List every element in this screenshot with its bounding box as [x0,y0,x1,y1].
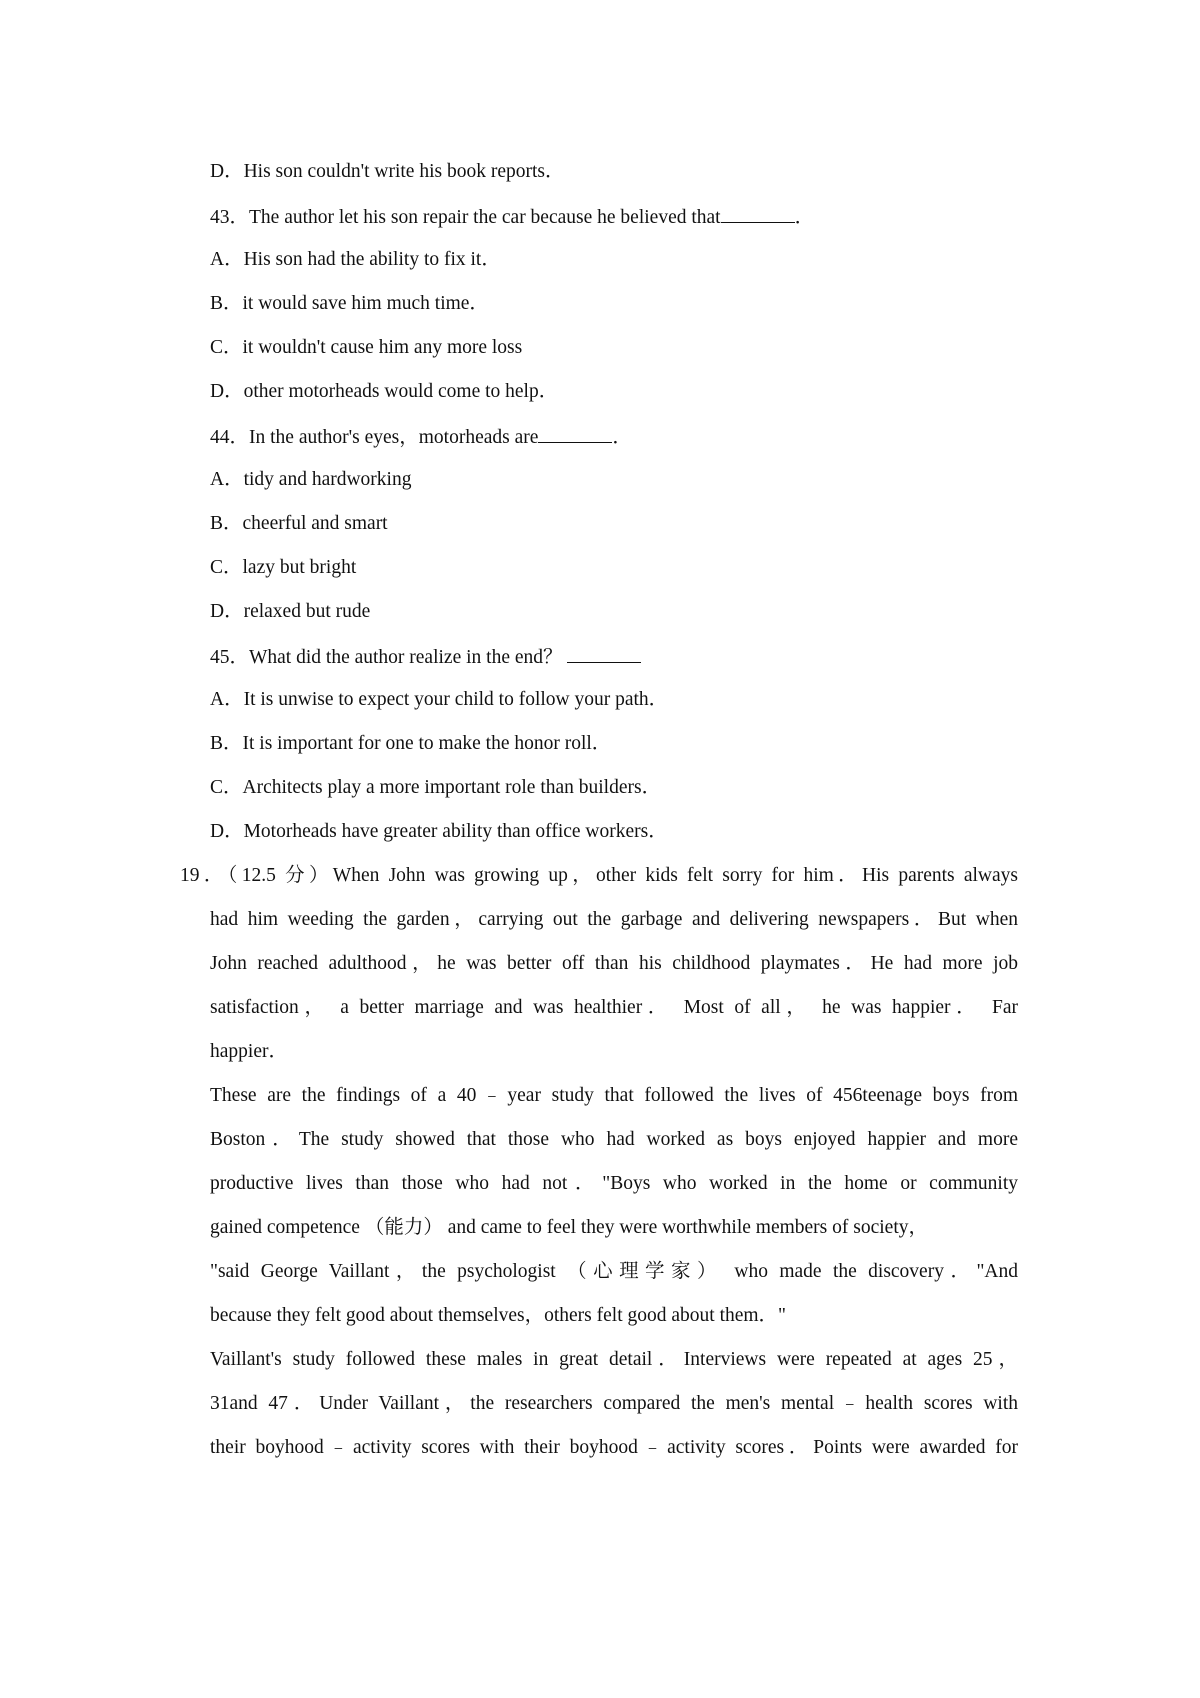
q19-line: Boston．The study showed that those who had worked as boys enjoyed happier and more [210,1129,1018,1150]
q19-line: because they felt good about themselves，others felt good about them．" [210,1305,787,1326]
q45-option-a: A．It is unwise to expect your child to follow your path． [210,689,669,710]
q19-line: "said George Vaillant，the psychologist （心理学家） who made the discovery．"And [210,1261,1018,1282]
q45-option-d: D．Motorheads have greater ability than office workers． [210,821,668,842]
q45-stem [210,644,641,670]
answer-blank [538,424,612,443]
q45-option-c: C．Architects play a more important role than builders． [210,777,662,798]
q44-stem-text: 44．In the author's eyes，motorheads are [210,427,539,448]
q43-option-a: A．His son had the ability to fix it． [210,249,501,270]
q42-option-d: D．His son couldn't write his book reports． [210,161,565,182]
q43-option-c: C．it wouldn't cause him any more loss [210,337,523,358]
q19-line: 31and 47．Under Vaillant，the researchers compared the men's mental﹣health scores with [210,1393,1018,1414]
q19-line: satisfaction， a better marriage and was healthier． Most of all， he was happier． Far [210,997,1018,1018]
q43-stem-text: 43．The author let his son repair the car because he believed that [210,207,721,228]
answer-blank [567,644,641,663]
q44-option-d: D．relaxed but rude [210,601,371,622]
q19-line: had him weeding the garden，carrying out the garbage and delivering newspapers．But when [210,909,1018,930]
q44-option-a: A．tidy and hardworking [210,469,412,490]
q44-stem-end: ． [612,427,632,448]
q19-line: 19．（12.5 分）When John was growing up，other kids felt sorry for him．His parents always [180,865,1018,886]
q19-line: their boyhood﹣activity scores with their boyhood﹣activity scores．Points were awarded for [210,1437,1018,1458]
q45-option-b: B．It is important for one to make the honor roll． [210,733,612,754]
q43-stem [210,204,814,230]
q44-option-c: C．lazy but bright [210,557,357,578]
answer-blank [721,204,795,223]
q45-stem-text: 45．What did the author realize in the end？ [210,647,563,668]
q19-line: gained competence （能力） and came to feel they were worthwhile members of society， [210,1217,928,1238]
q44-stem [210,424,632,450]
q19-line: Vaillant's study followed these males in great detail．Interviews were repeated at ages 25， [210,1349,1018,1370]
q19-line: John reached adulthood，he was better off than his childhood playmates．He had more job [210,953,1018,974]
q43-stem-end: ． [794,207,815,228]
q44-option-b: B．cheerful and smart [210,513,388,534]
q19-line: happier． [210,1041,288,1062]
q19-line: productive lives than those who had not．"Boys who worked in the home or community [210,1173,1018,1194]
q19-line: These are the findings of a 40﹣year study that followed the lives of 456teenage boys from [210,1085,1018,1106]
q43-option-b: B．it would save him much time． [210,293,489,314]
q43-option-d: D．other motorheads would come to help． [210,381,559,402]
